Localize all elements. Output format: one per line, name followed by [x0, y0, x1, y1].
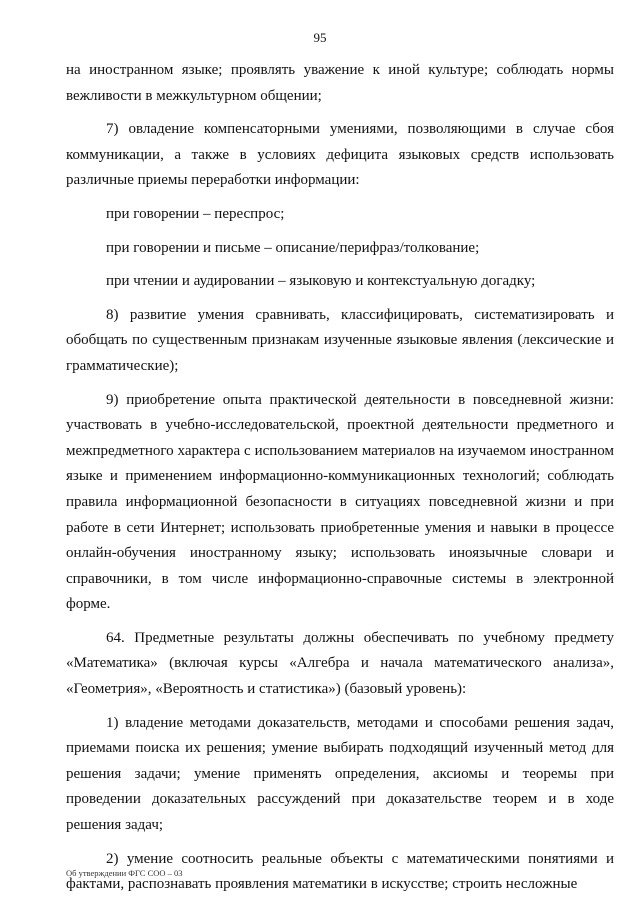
- paragraph: на иностранном языке; проявлять уважение к иной культуре; соблюдать нормы вежливости в межкультурном общении;: [66, 62, 614, 104]
- paragraph: при говорении и письме – описание/перифраз/толкование;: [106, 239, 480, 256]
- paragraph: 64. Предметные результаты должны обеспечивать по учебному предмету «Математика» (включая курсы «Алгебра и начала математического анализа», «Геометрия», «Вероятность и статистика») (базовый уровень):: [66, 629, 614, 698]
- paragraph: 8) развитие умения сравнивать, классифицировать, систематизировать и обобщать по существенным признакам изученные языковые явления (лексические и грамматические);: [66, 306, 614, 374]
- page-number: 95: [313, 30, 327, 45]
- paragraph: при говорении – переспрос;: [106, 205, 285, 222]
- paragraph: 7) овладение компенсаторными умениями, позволяющими в случае сбоя коммуникации, а также в условиях дефицита языковых средств использовать различные приемы переработки информации:: [66, 121, 614, 189]
- document-body: [66, 58, 614, 898]
- paragraph: 1) владение методами доказательств, методами и способами решения задач, приемами поиска их решения; умение выбирать подходящий изученный метод для решения задачи; умение применять определения, аксиомы и теоремы при проведении доказательных рассуждений при доказательстве теорем и в ходе решения задач;: [66, 714, 614, 834]
- paragraph: 2) умение соотносить реальные объекты с математическими понятиями и фактами, распознавать проявления математики в искусстве; строить несложные: [66, 850, 614, 893]
- footer-note: Об утверждении ФГС СОО – 03: [66, 868, 183, 878]
- paragraph: 9) приобретение опыта практической деятельности в повседневной жизни: участвовать в учебно-исследовательской, проектной деятельности предметного и межпредметного характера с использованием материалов на изучаемом иностранном языке и применением информационно-коммуникационных технологий; соблюдать правила информационной безопасности в ситуациях повседневной жизни и при работе в сети Интернет; использовать приобретенные умения и навыки в процессе онлайн-обучения иностранному языку; использовать иноязычные словари и справочники, в том числе информационно-справочные системы в электронной форме.: [66, 391, 614, 613]
- paragraph: при чтении и аудировании – языковую и контекстуальную догадку;: [106, 273, 536, 290]
